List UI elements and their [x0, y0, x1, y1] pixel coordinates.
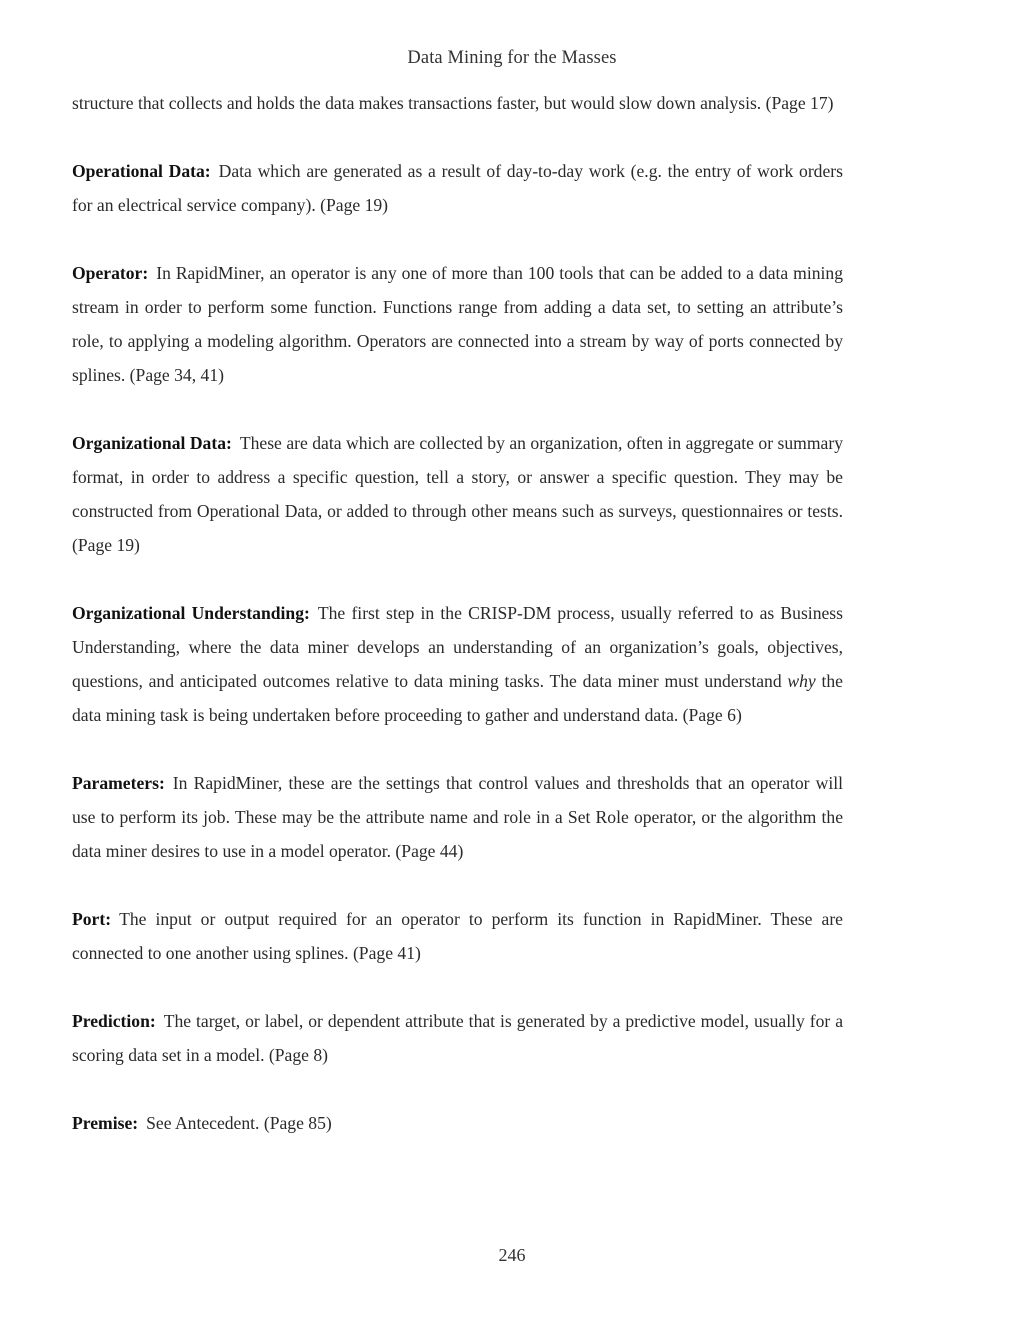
- entry-term: Premise:: [72, 1113, 139, 1133]
- entry-definition: The input or output required for an operator to perform its function in RapidMiner. These are connected to one another using splines. (Page 41): [72, 909, 843, 963]
- running-header: Data Mining for the Masses: [407, 48, 617, 68]
- entry-definition: Data which are generated as a result of day-to-day work (e.g. the entry of work orders for an electrical service company). (Page 19): [72, 161, 843, 215]
- entry-definition: These are data which are collected by an organization, often in aggregate or summary format, in order to address a specific question, tell a story, or answer a specific question. They may be constructed from Operational Data, or added to through other means such as surveys, questionnaires or tests. (Page 19): [72, 433, 844, 555]
- glossary-entry-operational-data: [72, 154, 843, 222]
- entry-definition: The target, or label, or dependent attribute that is generated by a predictive model, usually for a scoring data set in a model. (Page 8): [72, 1011, 843, 1065]
- entry-term: Parameters:: [72, 773, 165, 793]
- glossary-entry-premise: [72, 1106, 843, 1140]
- entry-definition: In RapidMiner, these are the settings that control values and thresholds that an operator will use to perform its job. These may be the attribute name and role in a Set Role operator, or the algorithm the data miner desires to use in a model operator. (Page 44): [72, 773, 843, 861]
- entry-term: Port:: [72, 909, 112, 929]
- entry-definition: The first step in the CRISP-DM process, usually referred to as Business Understanding, where the data miner develops an understanding of an organization’s goals, objectives, questions, and anticipated outcomes relative to data mining tasks. The data miner must understand: [72, 603, 843, 691]
- entry-term: Operator:: [72, 263, 149, 283]
- glossary-entry-parameters: [72, 766, 843, 868]
- entry-definition: See Antecedent. (Page 85): [146, 1113, 332, 1133]
- entry-term: Organizational Data:: [72, 433, 232, 453]
- glossary-entry-continued: [72, 86, 843, 120]
- entry-term: Prediction:: [72, 1011, 156, 1031]
- entry-definition: structure that collects and holds the data makes transactions faster, but would slow down analysis. (Page 17): [72, 93, 834, 113]
- glossary-entry-port: [72, 902, 843, 970]
- glossary-entry-organizational-data: [72, 426, 843, 562]
- glossary-entry-organizational-understanding: [72, 596, 843, 732]
- entry-term: Operational Data:: [72, 161, 211, 181]
- glossary-body: [72, 86, 843, 1174]
- glossary-entry-operator: [72, 256, 843, 392]
- entry-emphasis: why: [787, 671, 816, 691]
- glossary-entry-prediction: [72, 1004, 843, 1072]
- entry-definition: In RapidMiner, an operator is any one of more than 100 tools that can be added to a data mining stream in order to perform some function. Functions range from adding a data set, to setting an attribute’s role, to applying a modeling algorithm. Operators are connected into a stream by way of ports connected by splines. (Page 34, 41): [72, 263, 843, 385]
- entry-definition-continued: the data mining task is being undertaken before proceeding to gather and understand data. (Page 6): [72, 671, 843, 725]
- entry-term: Organizational Understanding:: [72, 603, 310, 623]
- page-number: 246: [498, 1245, 526, 1265]
